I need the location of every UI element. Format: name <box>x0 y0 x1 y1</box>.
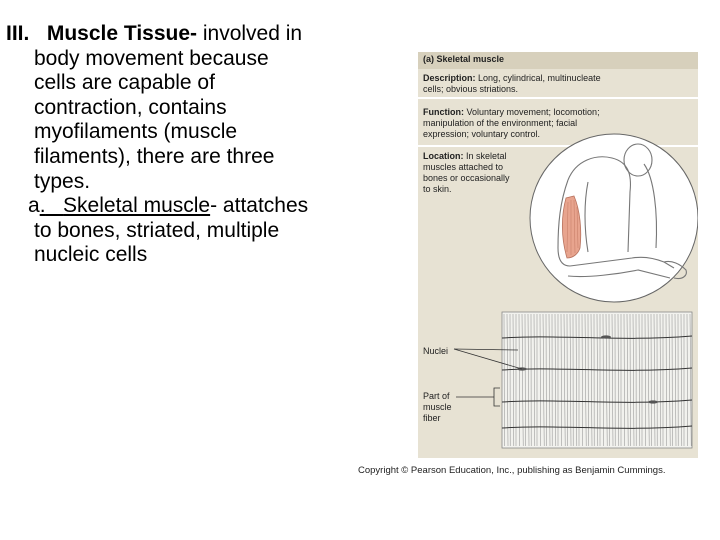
item-letter: a <box>28 194 40 218</box>
fiber-bracket <box>494 388 500 406</box>
function-line-0: Voluntary movement; locomotion; <box>464 107 600 117</box>
intro-line-3: contraction, contains <box>34 95 227 119</box>
figure-title: (a) Skeletal muscle <box>423 54 505 64</box>
location-line-3: to skin. <box>423 184 452 194</box>
anatomy-circle <box>530 134 698 302</box>
location-label: Location: <box>423 151 464 161</box>
fiber-label-line-0: Part of <box>423 391 450 401</box>
figure-panel <box>418 52 698 458</box>
item-line-0: - attatches <box>210 194 309 218</box>
nuclei-label: Nuclei <box>423 346 449 356</box>
arm-illustration <box>418 52 698 458</box>
intro-line-2: cells are capable of <box>34 71 215 95</box>
heading-line <box>6 22 358 47</box>
item-line-1: to bones, striated, multiple <box>34 218 280 242</box>
description-line-1: cells; obvious striations. <box>423 84 519 94</box>
item-spacer <box>46 194 64 217</box>
function-line-2: expression; voluntary control. <box>423 129 541 139</box>
intro-line-6: types. <box>34 169 91 193</box>
item-dot: . <box>39 194 46 218</box>
intro-line-1: body movement because <box>34 46 269 70</box>
intro-line-0: involved in <box>197 22 303 45</box>
main-text <box>6 22 358 268</box>
description-line-0: Long, cylindrical, multinucleate <box>475 73 601 83</box>
intro-line-4: myofilaments (muscle <box>34 120 238 144</box>
copyright-notice: Copyright © Pearson Education, Inc., publishing as Benjamin Cummings. <box>358 465 666 476</box>
intro-line-5: filaments), there are three <box>34 144 275 168</box>
location-line-2: bones or occasionally <box>423 173 510 183</box>
item-term: Skeletal muscle <box>63 194 211 218</box>
heading-title: Muscle Tissue- <box>46 22 198 45</box>
heading-number: III. <box>6 22 30 45</box>
fiber-label <box>423 391 452 424</box>
function-label: Function: <box>423 107 464 117</box>
item-line-2: nucleic cells <box>34 243 148 267</box>
location-line-1: muscles attached to <box>423 162 504 172</box>
fiber-label-line-2: fiber <box>423 413 441 423</box>
item-line <box>6 194 358 219</box>
function-line-1: manipulation of the environment; facial <box>423 118 578 128</box>
description-label: Description: <box>423 73 476 83</box>
location-line-0: In skeletal <box>463 151 507 161</box>
fiber-label-line-1: muscle <box>423 402 452 412</box>
